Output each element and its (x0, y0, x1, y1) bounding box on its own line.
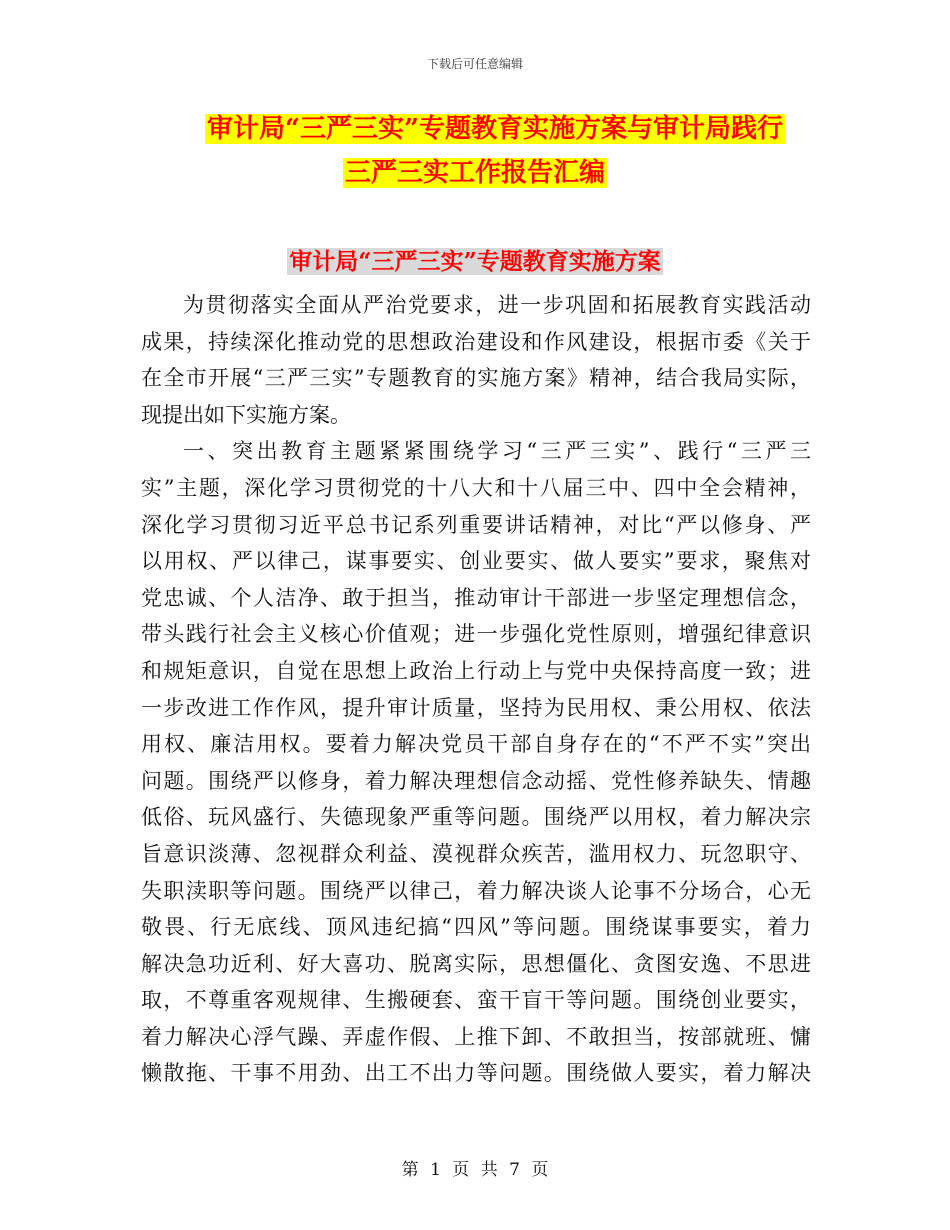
section-title (0, 244, 950, 280)
body-line: 失职渎职等问题。围绕严以律己，着力解决谈人论事不分场合，心无 (141, 878, 811, 903)
document-title-line-1-text: 审计局“三严三实”专题教育实施方案与审计局践行 (207, 114, 783, 144)
body-line: 深化学习贯彻习近平总书记系列重要讲话精神，对比“严以修身、严 (141, 512, 811, 537)
document-title-line-2-text: 三严三实工作报告汇编 (344, 158, 605, 188)
body-line: 一、突出教育主题紧紧围绕学习“三严三实”、践行“三严三 (183, 439, 811, 464)
body-line: 现提出如下实施方案。 (141, 402, 351, 427)
document-title-line-2 (0, 154, 950, 192)
document-body (141, 287, 811, 1092)
body-line: 在全市开展“三严三实”专题教育的实施方案》精神，结合我局实际， (141, 366, 811, 391)
body-line: 为贯彻落实全面从严治党要求，进一步巩固和拓展教育实践活动 (183, 293, 811, 317)
body-line: 低俗、玩风盛行、失德现象严重等问题。围绕严以用权，着力解决宗 (141, 805, 811, 830)
body-line: 带头践行社会主义核心价值观；进一步强化党性原则，增强纪律意识 (141, 622, 811, 647)
document-title-line-1 (20, 110, 950, 148)
body-line: 成果，持续深化推动党的思想政治建设和作风建设，根据市委《关于 (141, 329, 811, 354)
body-line: 和规矩意识，自觉在思想上政治上行动上与党中央保持高度一致；进 (141, 658, 811, 683)
body-line: 旨意识淡薄、忽视群众利益、漠视群众疾苦，滥用权力、玩忽职守、 (141, 841, 811, 866)
body-line: 一步改进工作作风，提升审计质量，坚持为民用权、秉公用权、依法 (141, 695, 811, 720)
body-line: 敬畏、行无底线、顶风违纪搞“四风”等问题。围绕谋事要实，着力 (141, 915, 811, 940)
body-line: 懒散拖、干事不用劲、出工不出力等问题。围绕做人要实，着力解决 (141, 1061, 811, 1086)
body-line: 党忠诚、个人洁净、敢于担当，推动审计干部进一步坚定理想信念， (141, 585, 811, 610)
section-title-text: 审计局“三严三实”专题教育实施方案 (289, 248, 661, 275)
body-line: 问题。围绕严以修身，着力解决理想信念动摇、党性修养缺失、情趣 (141, 768, 811, 793)
body-line: 解决急功近利、好大喜功、脱离实际，思想僵化、贪图安逸、不思进 (141, 951, 811, 976)
page-number-footer: 第 1 页 共 7 页 (401, 1160, 549, 1180)
body-line: 着力解决心浮气躁、弄虚作假、上推下卸、不敢担当，按部就班、慵 (141, 1024, 811, 1049)
body-line: 用权、廉洁用权。要着力解决党员干部自身存在的“不严不实”突出 (141, 732, 811, 757)
body-line: 实”主题，深化学习贯彻党的十八大和十八届三中、四中全会精神， (141, 475, 811, 500)
header-note: 下载后可任意编辑 (426, 57, 523, 71)
body-line: 以用权、严以律己，谋事要实、创业要实、做人要实”要求，聚焦对 (141, 549, 811, 574)
body-line: 取，不尊重客观规律、生搬硬套、蛮干盲干等问题。围绕创业要实， (141, 988, 811, 1013)
